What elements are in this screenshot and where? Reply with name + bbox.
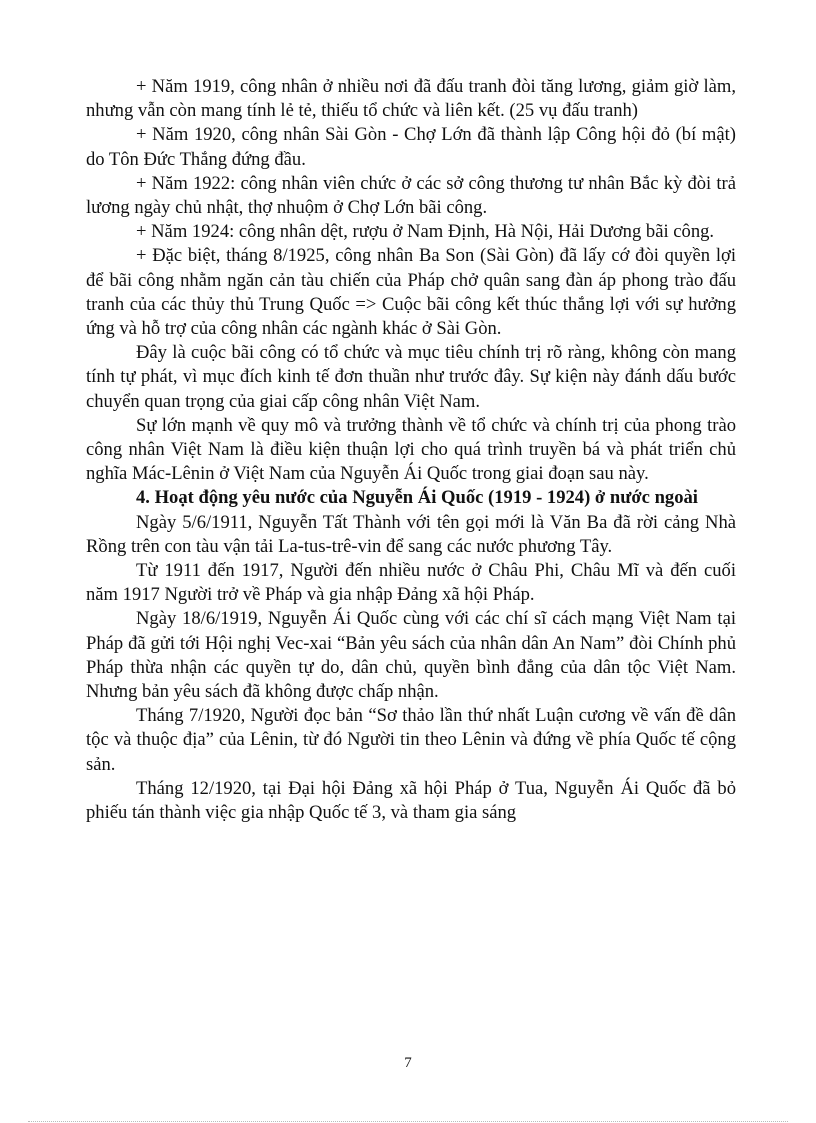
document-page <box>86 75 736 825</box>
paragraph-1911-1917-travels: Từ 1911 đến 1917, Người đến nhiều nước ở Châu Phi, Châu Mĩ và đến cuối năm 1917 Người trở về Pháp và gia nhập Đảng xã hội Pháp. <box>86 560 736 606</box>
paragraph-1922-strikes: + Năm 1922: công nhân viên chức ở các sở công thương tư nhân Bắc kỳ đòi trả lương ngày chủ nhật, thợ nhuộm ở Chợ Lớn bãi công. <box>86 172 736 219</box>
paragraph-strike-significance: Đây là cuộc bãi công có tổ chức và mục tiêu chính trị rõ ràng, không còn mang tính tự phát, vì mục đích kinh tế đơn thuần như trước đây. Sự kiện này đánh dấu bước chuyển quan trọng của giai cấp công nhân Việt Nam. <box>86 342 736 412</box>
paragraph-ba-son-strike: + Đặc biệt, tháng 8/1925, công nhân Ba Son (Sài Gòn) đã lấy cớ đòi quyền lợi để bãi công nhằm ngăn cản tàu chiến của Pháp chở quân sang đàn áp phong trào đấu tranh của các thủy thủ Trung Quốc => Cuộc bãi công kết thúc thắng lợi với sự hưởng ứng và hỗ trợ của công nhân các ngành khác ở Sài Gòn. <box>86 245 736 340</box>
paragraph-1919-strikes: + Năm 1919, công nhân ở nhiều nơi đã đấu tranh đòi tăng lương, giảm giờ làm, nhưng vẫn còn mang tính lẻ tẻ, thiếu tổ chức và liên kết. (25 vụ đấu tranh) <box>86 76 736 122</box>
page-bottom-divider <box>28 1121 788 1122</box>
paragraph-1911-departure: Ngày 5/6/1911, Nguyễn Tất Thành với tên gọi mới là Văn Ba đã rời cảng Nhà Rồng trên con tàu vận tải La-tus-trê-vin để sang các nước phương Tây. <box>86 511 736 557</box>
section-heading: 4. Hoạt động yêu nước của Nguyễn Ái Quốc (1919 - 1924) ở nước ngoài <box>136 487 698 509</box>
paragraph-1924-strikes: + Năm 1924: công nhân dệt, rượu ở Nam Định, Hà Nội, Hải Dương bãi công. <box>136 221 715 243</box>
paragraph-1919-versailles: Ngày 18/6/1919, Nguyễn Ái Quốc cùng với các chí sĩ cách mạng Việt Nam tại Pháp đã gửi tới Hội nghị Vec-xai “Bản yêu sách của nhân dân An Nam” đòi Chính phủ Pháp thừa nhận các quyền tự do, dân chủ, quyền bình đẳng của dân tộc Việt Nam. Nhưng bản yêu sách đã không được chấp nhận. <box>86 608 736 703</box>
paragraph-1920-red-union: + Năm 1920, công nhân Sài Gòn - Chợ Lớn đã thành lập Công hội đỏ (bí mật) do Tôn Đức Thắng đứng đầu. <box>86 124 736 170</box>
page-number: 7 <box>404 1055 412 1071</box>
paragraph-movement-growth: Sự lớn mạnh về quy mô và trưởng thành về tổ chức và chính trị của phong trào công nhân Việt Nam là điều kiện thuận lợi cho quá trình truyền bá và phát triển chủ nghĩa Mác-Lênin ở Việt Nam của Nguyễn Ái Quốc trong giai đoạn sau này. <box>86 414 736 485</box>
paragraph-1920-lenin-theses: Tháng 7/1920, Người đọc bản “Sơ thảo lần thứ nhất Luận cương về vấn đề dân tộc và thuộc địa” của Lênin, từ đó Người tin theo Lênin và đứng về phía Quốc tế cộng sản. <box>86 705 736 775</box>
paragraph-1920-tours-congress: Tháng 12/1920, tại Đại hội Đảng xã hội Pháp ở Tua, Nguyễn Ái Quốc đã bỏ phiếu tán thành việc gia nhập Quốc tế 3, và tham gia sáng <box>86 777 736 824</box>
